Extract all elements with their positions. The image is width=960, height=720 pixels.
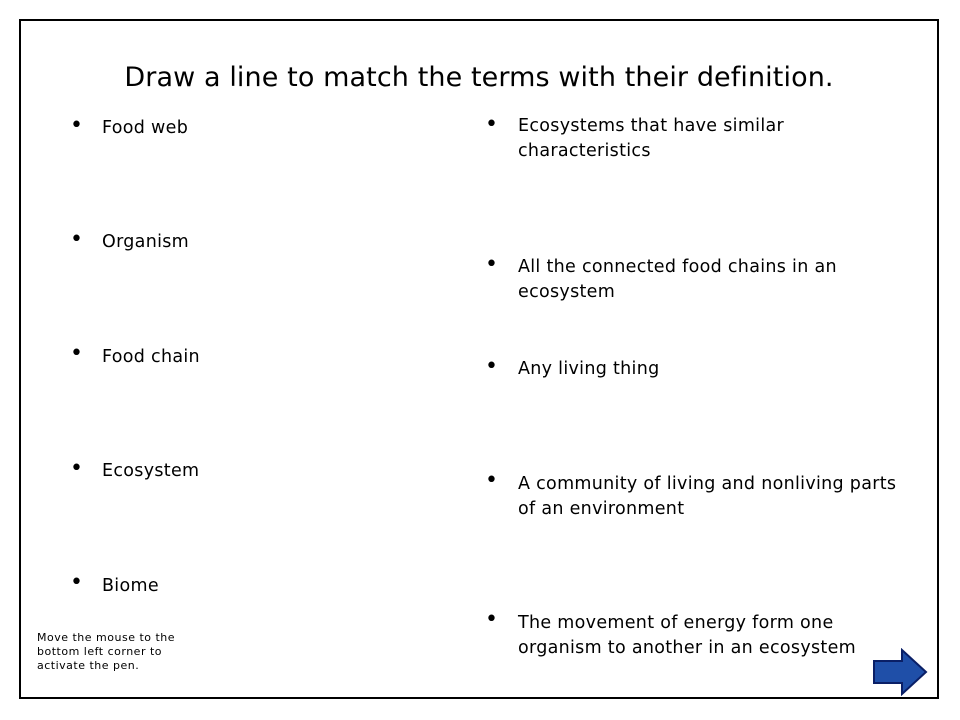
term-organism: Organism [102, 232, 190, 252]
definition-ecosystem: A community of living and nonliving parts of an environment [518, 474, 897, 519]
term-bullet: • [70, 341, 83, 366]
pen-instruction-note: Move the mouse to the bottom left corner to activate the pen. [37, 631, 176, 672]
definition-bullet: • [485, 468, 498, 493]
definition-organism: Any living thing [518, 359, 660, 379]
term-bullet: • [70, 113, 83, 138]
right-arrow-icon [872, 648, 928, 696]
next-slide-button[interactable] [872, 648, 928, 696]
definition-bullet: • [485, 607, 498, 632]
definition-biome: Ecosystems that have similar characteristics [518, 116, 785, 161]
term-ecosystem: Ecosystem [102, 461, 200, 481]
definition-food-web: All the connected food chains in an ecosystem [518, 257, 837, 302]
term-bullet: • [70, 227, 83, 252]
definition-food-chain: The movement of energy form one organism to another in an ecosystem [518, 613, 856, 658]
definition-bullet: • [485, 252, 498, 277]
term-bullet: • [70, 570, 83, 595]
term-biome: Biome [102, 576, 159, 596]
term-food-chain: Food chain [102, 347, 200, 367]
term-bullet: • [70, 456, 83, 481]
term-food-web: Food web [102, 118, 189, 138]
definition-bullet: • [485, 354, 498, 379]
definition-bullet: • [485, 112, 498, 137]
slide-title: Draw a line to match the terms with their definition. [124, 62, 834, 93]
slide-frame [19, 19, 939, 699]
